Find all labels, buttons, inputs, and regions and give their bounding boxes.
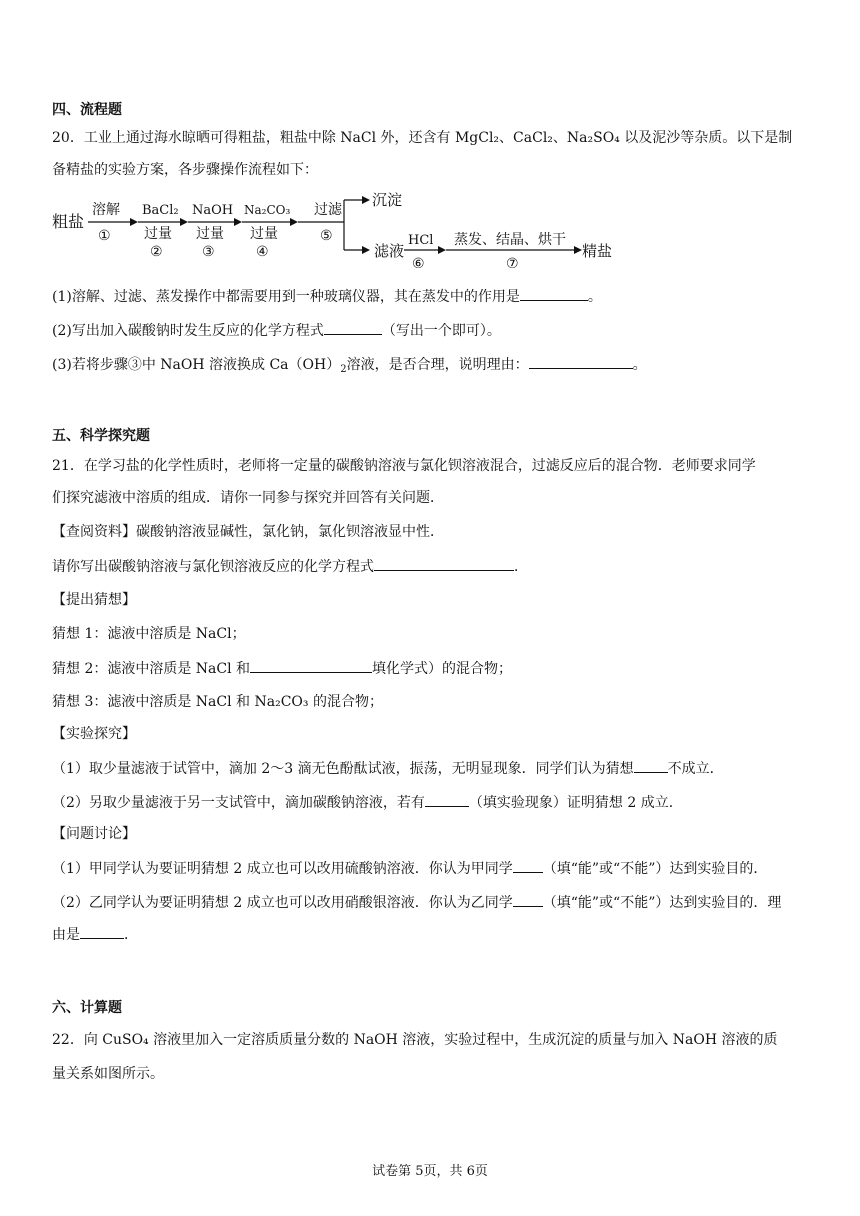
q21-hypothesis1: 猜想 1：滤液中溶质是 NaCl；	[52, 626, 246, 642]
answer-blank[interactable]	[80, 924, 124, 939]
answer-blank[interactable]	[634, 758, 668, 773]
q21-experiment1-end: 不成立．	[667, 761, 724, 777]
q22-stem-line2: 量关系如图所示。	[52, 1066, 164, 1082]
q21-discussion1	[52, 858, 767, 879]
process-flow-diagram	[40, 192, 640, 268]
q21-discussion2-text: （2）乙同学认为要证明猜想 2 成立也可以改用硝酸银溶液．你认为乙同学	[52, 895, 513, 911]
flow-step3-reagent: NaOH	[192, 203, 234, 218]
answer-blank[interactable]	[520, 286, 588, 301]
flow-step1-label: 溶解	[92, 202, 120, 218]
flow-step3-excess: 过量	[196, 226, 224, 242]
q20-part1	[52, 286, 602, 307]
q21-reference: 【查阅资料】碳酸钠溶液显碱性，氯化钠，氯化钡溶液显中性．	[52, 524, 444, 540]
answer-blank[interactable]	[513, 858, 543, 873]
q22-stem-line1: 22．向 CuSO₄ 溶液里加入一定溶质质量分数的 NaOH 溶液，实验过程中，生成沉淀的质量与加入 NaOH 溶液的质	[52, 1032, 778, 1048]
q21-hypothesis2-text: 猜想 2：滤液中溶质是 NaCl 和	[52, 661, 251, 677]
flow-step7-number: ⑦	[506, 256, 519, 268]
q21-discussion-heading: 【问题讨论】	[52, 826, 136, 842]
flow-step6-number: ⑥	[412, 256, 425, 268]
q21-hypothesis2-end: 填化学式）的混合物；	[372, 661, 513, 677]
q21-experiment1-text: （1）取少量滤液于试管中，滴加 2～3 滴无色酚酞试液，振荡，无明显现象．同学们认为猜想	[52, 761, 634, 777]
q21-experiment2-text: （2）另取少量滤液于另一支试管中，滴加碳酸钠溶液，若有	[52, 795, 425, 811]
q20-part3-end: 。	[632, 357, 647, 373]
page-footer: 试卷第 5页，共 6页	[372, 1164, 488, 1179]
section-title-inquiry: 五、科学探究题	[52, 428, 150, 444]
q21-reason-text: 由是	[52, 927, 80, 943]
q20-part1-end: 。	[587, 289, 602, 305]
q20-part2	[52, 320, 501, 341]
flow-end: 精盐	[582, 242, 613, 260]
flow-step6-reagent: HCl	[408, 233, 434, 248]
q21-experiment1	[52, 758, 724, 779]
flow-precipitate: 沉淀	[372, 192, 403, 209]
q20-part1-text: (1)溶解、过滤、蒸发操作中都需要用到一种玻璃仪器，其在蒸发中的作用是	[52, 289, 520, 305]
section-title-calculation: 六、计算题	[52, 1000, 122, 1016]
section-title-flow: 四、流程题	[52, 102, 122, 118]
flow-step4-number: ④	[256, 244, 269, 260]
q21-experiment-heading: 【实验探究】	[52, 726, 136, 742]
q20-part3-text2: 溶液，是否合理，说明理由：	[346, 357, 529, 373]
flow-step1-number: ①	[98, 228, 111, 244]
flow-step2-reagent: BaCl₂	[142, 203, 179, 218]
q20-stem-line1: 20．工业上通过海水晾晒可得粗盐，粗盐中除 NaCl 外，还含有 MgCl₂、CaCl₂、Na₂SO₄ 以及泥沙等杂质。以下是制	[52, 130, 793, 146]
flow-step5-number: ⑤	[320, 228, 333, 244]
q20-part2-text: (2)写出加入碳酸钠时发生反应的化学方程式	[52, 323, 324, 339]
flow-step4-excess: 过量	[250, 226, 278, 242]
q21-hypothesis-heading: 【提出猜想】	[52, 592, 136, 608]
q21-hypothesis2	[52, 658, 512, 679]
answer-blank[interactable]	[513, 892, 543, 907]
flow-start: 粗盐	[52, 212, 85, 231]
q21-stem-line1: 21．在学习盐的化学性质时，老师将一定量的碳酸钠溶液与氯化钡溶液混合，过滤反应后的混合物．老师要求同学	[52, 458, 756, 474]
flow-filtrate: 滤液	[374, 242, 405, 260]
q21-experiment2-end: （填实验现象）证明猜想 2 成立．	[468, 795, 683, 811]
answer-blank[interactable]	[324, 320, 382, 335]
q20-part3	[52, 354, 647, 380]
q21-discussion2-reason	[52, 924, 138, 945]
flow-step7-label: 蒸发、结晶、烘干	[454, 232, 566, 248]
q21-stem-line2: 们探究滤液中溶质的组成．请你一同参与探究并回答有关问题．	[52, 490, 444, 506]
q21-discussion2	[52, 892, 781, 913]
q20-part2-end: （写出一个即可）。	[381, 323, 501, 339]
q21-discussion1-text: （1）甲同学认为要证明猜想 2 成立也可以改用硫酸钠溶液．你认为甲同学	[52, 861, 513, 877]
q20-part3-text: (3)若将步骤③中 NaOH 溶液换成 Ca（OH）	[52, 357, 341, 373]
q21-equation-end: ．	[514, 559, 528, 575]
answer-blank[interactable]	[250, 658, 372, 673]
answer-blank[interactable]	[374, 556, 514, 571]
q21-reason-end: ．	[124, 927, 138, 943]
flow-step2-number: ②	[150, 244, 163, 260]
answer-blank[interactable]	[425, 792, 469, 807]
flow-step3-number: ③	[202, 244, 215, 260]
q21-hypothesis3: 猜想 3：滤液中溶质是 NaCl 和 Na₂CO₃ 的混合物；	[52, 694, 383, 710]
q21-experiment2	[52, 792, 683, 813]
answer-blank[interactable]	[529, 354, 633, 369]
q21-equation-text: 请你写出碳酸钠溶液与氯化钡溶液反应的化学方程式	[52, 559, 374, 575]
q21-equation-prompt	[52, 556, 528, 577]
flow-step5-label: 过滤	[314, 202, 342, 218]
q21-discussion1-end: （填“能”或“不能”）达到实验目的．	[542, 861, 768, 877]
q20-part3-subscript: 2	[340, 364, 347, 375]
flow-step4-reagent: Na₂CO₃	[244, 203, 291, 217]
flow-step2-excess: 过量	[144, 226, 172, 242]
q20-stem-line2: 备精盐的实验方案，各步骤操作流程如下：	[52, 162, 318, 178]
q21-discussion2-end: （填“能”或“不能”）达到实验目的．理	[542, 895, 782, 911]
